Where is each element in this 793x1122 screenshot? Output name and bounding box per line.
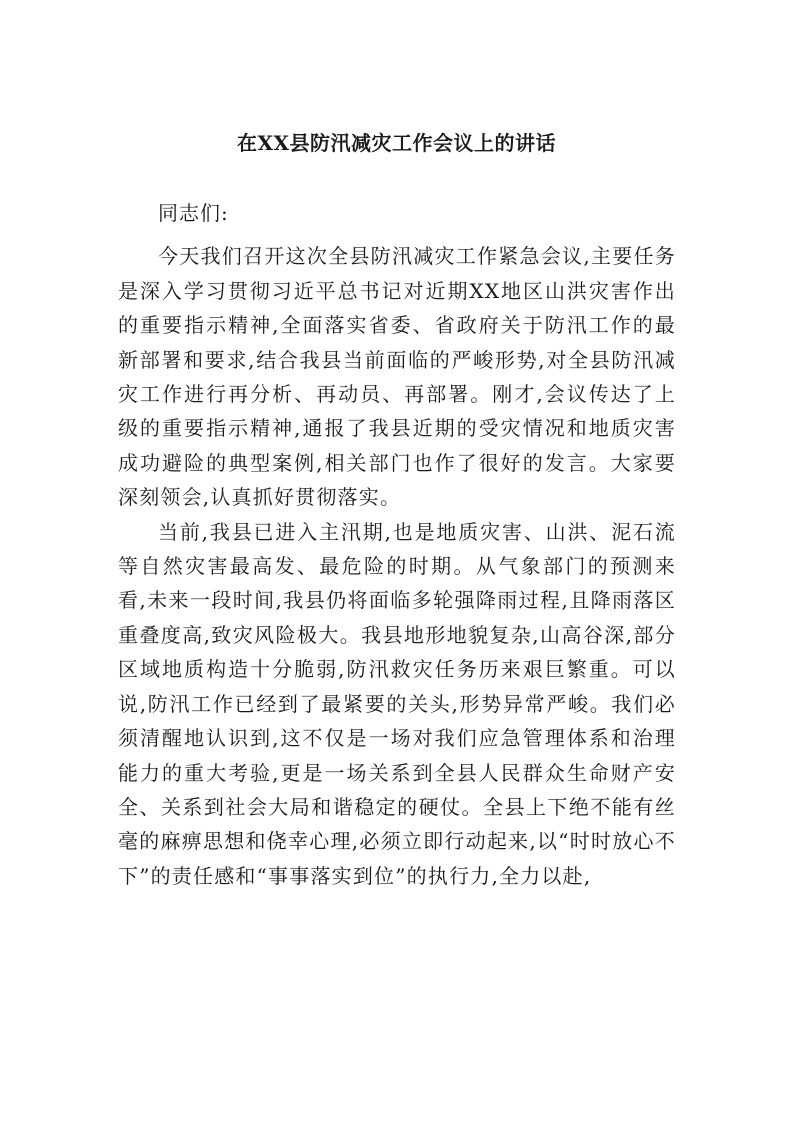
document-title: 在XX县防汛减灾工作会议上的讲话 [236, 131, 557, 155]
salutation: 同志们: [158, 201, 229, 225]
paragraph-2: 当前,我县已进入主汛期,也是地质灾害、山洪、泥石流等自然灾害最高发、最危险的时期。从气象部门的预测来看,未来一段时间,我县仍将面临多轮强降雨过程,且降雨落区重叠度高,致灾风险极大。我县地形地貌复杂,山高谷深,部分区域地质构造十分脆弱,防汛救灾任务历来艰巨繁重。可以说,防汛工作已经到了最紧要的关头,形势异常严峻。我们必须清醒地认识到,这不仅是一场对我们应急管理体系和治理能力的重大考验,更是一场关系到全县人民群众生命财产安全、关系到社会大局和谐稳定的硬仗。全县上下绝不能有丝毫的麻痹思想和侥幸心理,必须立即行动起来,以“时时放心不下”的责任感和“事事落实到位”的执行力,全力以赴, [118, 519, 676, 888]
document-body [118, 196, 676, 893]
paragraph-1: 今天我们召开这次全县防汛减灾工作紧急会议,主要任务是深入学习贯彻习近平总书记对近期XX地区山洪灾害作出的重要指示精神,全面落实省委、省政府关于防汛工作的最新部署和要求,结合我县当前面临的严峻形势,对全县防汛减灾工作进行再分析、再动员、再部署。刚才,会议传达了上级的重要指示精神,通报了我县近期的受灾情况和地质灾害成功避险的典型案例,相关部门也作了很好的发言。大家要深刻领会,认真抓好贯彻落实。 [118, 244, 676, 510]
